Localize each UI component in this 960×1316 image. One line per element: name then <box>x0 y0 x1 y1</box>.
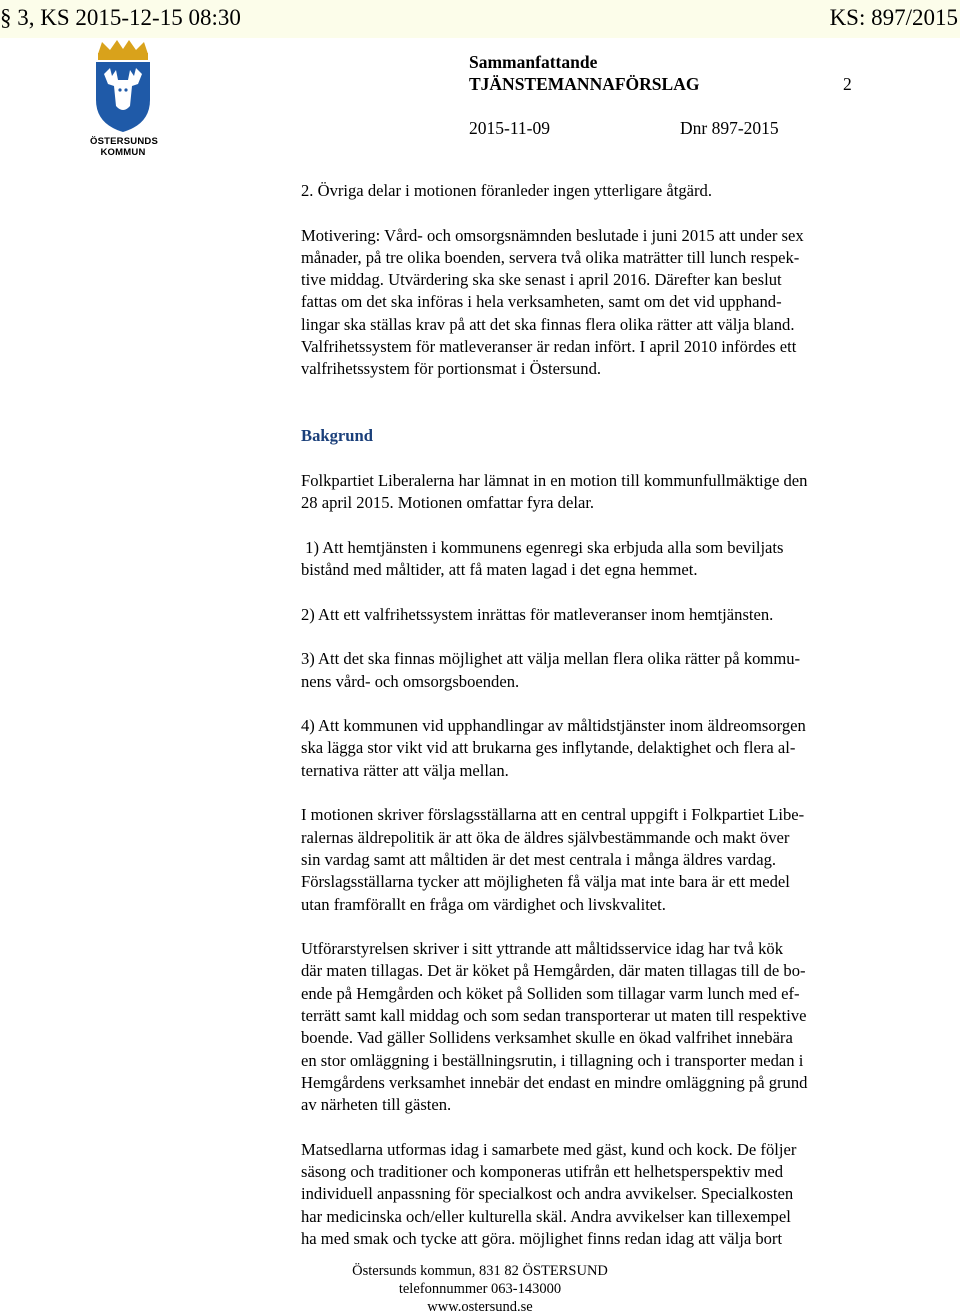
text-line: ralernas äldrepolitik är att öka de äldres självbestämmande och makt över <box>301 827 790 847</box>
header-section-ref: § 3, KS 2015-12-15 08:30 <box>0 5 241 30</box>
text-line: en stor omläggning i beställningsrutin, i tillagning och i transporter medan i <box>301 1050 804 1070</box>
municipality-logo <box>90 40 156 158</box>
logo-text-line2: KOMMUN <box>100 147 146 158</box>
text-line: ende på Hemgården och köket på Solliden som tillagar varm lunch med ef- <box>301 983 800 1003</box>
text-line: utan framförallt en fråga om värdighet och livskvalitet. <box>301 894 666 914</box>
header-bar <box>0 0 960 38</box>
paragraph <box>301 537 893 582</box>
paragraph <box>301 1139 893 1250</box>
text-line: ternativa rätter att välja mellan. <box>301 760 509 780</box>
text-line: av närheten till gästen. <box>301 1095 452 1115</box>
footer-phone: telefonnummer 063-143000 <box>398 1281 562 1297</box>
paragraph <box>301 604 893 626</box>
logo-text-line1: ÖSTERSUNDS <box>90 136 158 147</box>
text-line: lingar ska ställas krav på att det ska finnas flera olika rätter att välja bland. <box>301 314 795 334</box>
section-heading: Bakgrund <box>301 426 373 446</box>
text-line: Utförarstyrelsen skriver i sitt yttrande att måltidsservice idag har två kök <box>301 939 783 959</box>
footer-website: www.ostersund.se <box>427 1299 533 1315</box>
text-line: terrätt samt kall middag och som sedan transporterar ut maten till respektive <box>301 1005 807 1025</box>
paragraph <box>301 648 893 693</box>
coat-of-arms-icon <box>90 40 156 132</box>
text-line: Matsedlarna utformas idag i samarbete med gäst, kund och kock. De följer <box>301 1139 797 1159</box>
paragraph <box>301 715 893 782</box>
text-line: Förslagsställarna tycker att möjligheten få välja mat inte bara är ett medel <box>301 872 790 892</box>
footer-address: Östersunds kommun, 831 82 ÖSTERSUND <box>352 1263 608 1279</box>
document-title: TJÄNSTEMANNAFÖRSLAG <box>469 74 700 94</box>
text-line: bistånd med måltider, att få maten lagad i det egna hemmet. <box>301 560 698 580</box>
paragraph <box>301 180 893 202</box>
text-line: boende. Vad gäller Sollidens verksamhet skulle en ökad valfrihet innebära <box>301 1028 793 1048</box>
text-line: 1) Att hemtjänsten i kommunens egenregi ska erbjuda alla som beviljats <box>301 537 784 557</box>
paragraph <box>301 225 893 381</box>
paragraph <box>301 938 893 1116</box>
text-line: tive middag. Utvärdering ska ske senast i april 2016. Därefter kan beslut <box>301 270 782 290</box>
text-line: individuell anpassning för specialkost och andra avvikelser. Specialkosten <box>301 1184 794 1204</box>
text-line: har medicinska och/eller kulturella skäl. Andra avvikelser kan tillexempel <box>301 1206 791 1226</box>
text-line: Folkpartiet Liberalerna har lämnat in en motion till kommunfullmäktige den <box>301 470 808 490</box>
paragraph <box>301 470 893 515</box>
text-line: Valfrihetssystem för matleveranser är redan infört. I april 2010 infördes ett <box>301 337 797 357</box>
document-body <box>301 180 893 1250</box>
page-number: 2 <box>843 74 852 94</box>
text-line: 3) Att det ska finnas möjlighet att välja mellan flera olika rätter på kommu- <box>301 649 801 669</box>
text-line: fattas om det ska införas i hela verksamheten, samt om det vid upphand- <box>301 292 782 312</box>
text-line: valfrihetssystem för portionsmat i Östersund. <box>301 359 602 379</box>
text-line: säsong och traditioner och komponeras utifrån ett helhetsperspektiv med <box>301 1162 784 1182</box>
text-line: månader, på tre olika boenden, servera två olika maträtter till lunch respek- <box>301 247 800 267</box>
document-date: 2015-11-09 <box>469 118 551 138</box>
document-dnr: Dnr 897-2015 <box>680 118 779 138</box>
text-line: I motionen skriver förslagsställarna att en central uppgift i Folkpartiet Libe- <box>301 805 805 825</box>
text-line: 28 april 2015. Motionen omfattar fyra delar. <box>301 493 595 513</box>
paragraph <box>301 804 893 915</box>
footer <box>0 1262 960 1316</box>
text-line: Motivering: Vård- och omsorgsnämnden beslutade i juni 2015 att under sex <box>301 225 804 245</box>
text-line: Hemgårdens verksamhet innebär det endast en mindre omläggning på grund <box>301 1072 808 1092</box>
text-line: nens vård- och omsorgsboenden. <box>301 671 520 691</box>
text-line: 4) Att kommunen vid upphandlingar av måltidstjänster inom äldreomsorgen <box>301 716 806 736</box>
text-line: ha med smak och tycke att göra. möjlighet finns redan idag att välja bort <box>301 1228 783 1248</box>
header-case-number: KS: 897/2015 <box>829 5 958 30</box>
text-line: ska lägga stor vikt vid att brukarna ges inflytande, delaktighet och flera al- <box>301 738 796 758</box>
text-line: där maten tillagas. Det är köket på Hemgården, där maten tillagas till de bo- <box>301 961 806 981</box>
text-line: 2) Att ett valfrihetssystem inrättas för matleveranser inom hemtjänsten. <box>301 604 774 624</box>
text-line: sin vardag samt att måltiden är det mest centrala i många äldres vardag. <box>301 849 777 869</box>
document-type: Sammanfattande <box>469 52 598 72</box>
text-line: 2. Övriga delar i motionen föranleder ingen ytterligare åtgärd. <box>301 181 712 200</box>
